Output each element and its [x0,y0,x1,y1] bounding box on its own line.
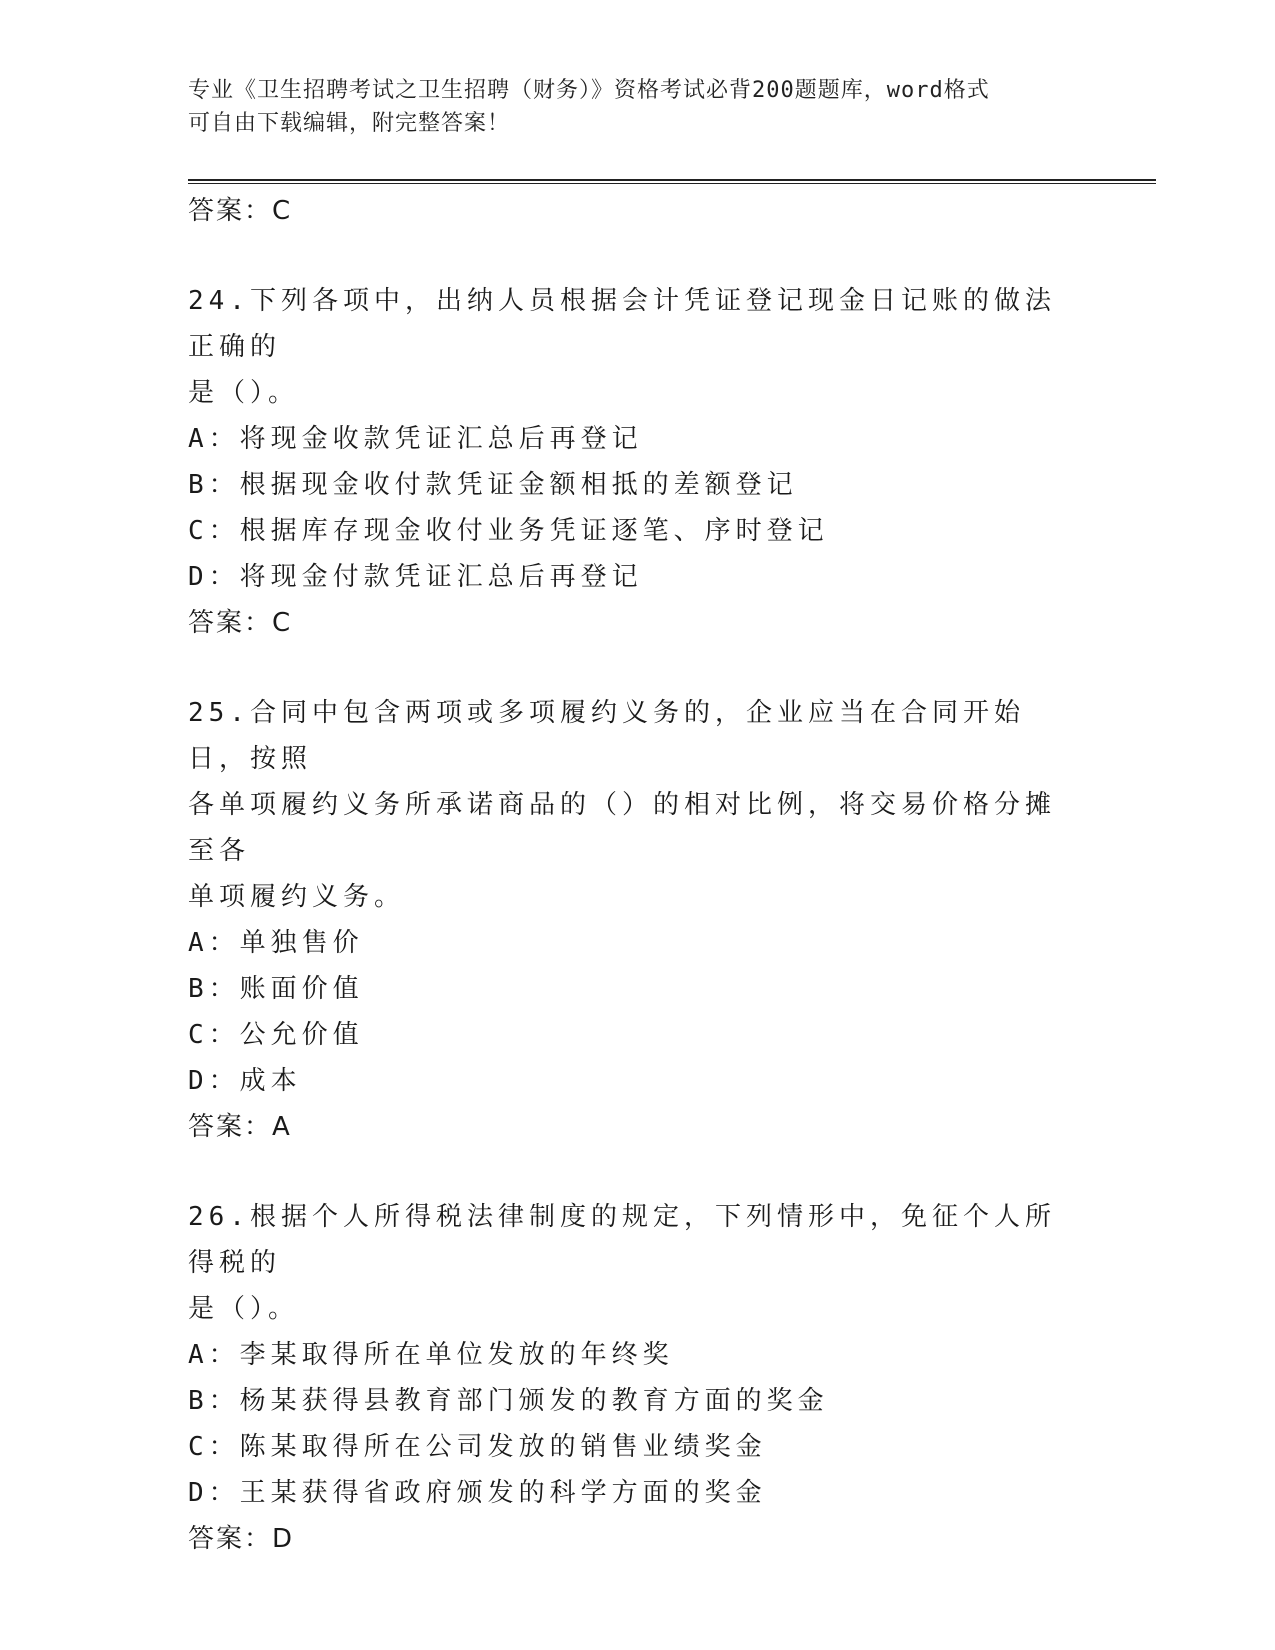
option-c: C：陈某取得所在公司发放的销售业绩奖金 [188,1432,767,1462]
option-d: D：王某获得省政府颁发的科学方面的奖金 [188,1478,767,1508]
answer: 答案：D [188,1524,295,1554]
stem-line: 单项履约义务。 [188,882,406,912]
option-a: A：单独售价 [188,928,364,958]
stem-line: 25.合同中包含两项或多项履约义务的，企业应当在合同开始日，按照 [188,698,1025,774]
question-stem [188,1194,1068,1332]
stem-line: 24.下列各项中，出纳人员根据会计凭证登记现金日记账的做法正确的 [188,286,1056,362]
stem-line: 各单项履约义务所承诺商品的（）的相对比例，将交易价格分摊至各 [188,790,1057,866]
previous-answer: 答案：C [188,196,293,226]
stem-line: 是（）。 [188,1294,300,1324]
question-list [188,188,1068,1562]
spacer [188,646,1068,690]
question-24 [188,278,1068,646]
question-stem [188,278,1068,416]
option-c: C：根据库存现金收付业务凭证逐笔、序时登记 [188,516,829,546]
question-25 [188,690,1068,1150]
spacer [188,234,1068,278]
question-26 [188,1194,1068,1562]
stem-line: 26.根据个人所得税法律制度的规定，下列情形中，免征个人所得税的 [188,1202,1056,1278]
header-line-1: 专业《卫生招聘考试之卫生招聘（财务）》资格考试必背200题题库，word格式 [188,78,990,103]
option-a: A：李某取得所在单位发放的年终奖 [188,1340,674,1370]
header-divider-thin [188,183,1156,184]
page-header [188,74,1068,140]
option-d: D：成本 [188,1066,302,1096]
question-stem [188,690,1068,920]
option-d: D：将现金付款凭证汇总后再登记 [188,562,643,592]
option-c: C：公允价值 [188,1020,364,1050]
stem-line: 是（）。 [188,378,300,408]
answer: 答案：C [188,608,293,638]
header-line-2: 可自由下载编辑，附完整答案！ [188,111,511,136]
spacer [188,1150,1068,1194]
answer: 答案：A [188,1112,292,1142]
header-divider-thick [188,179,1156,181]
option-a: A：将现金收款凭证汇总后再登记 [188,424,643,454]
option-b: B：杨某获得县教育部门颁发的教育方面的奖金 [188,1386,829,1416]
option-b: B：根据现金收付款凭证金额相抵的差额登记 [188,470,798,500]
option-b: B：账面价值 [188,974,364,1004]
